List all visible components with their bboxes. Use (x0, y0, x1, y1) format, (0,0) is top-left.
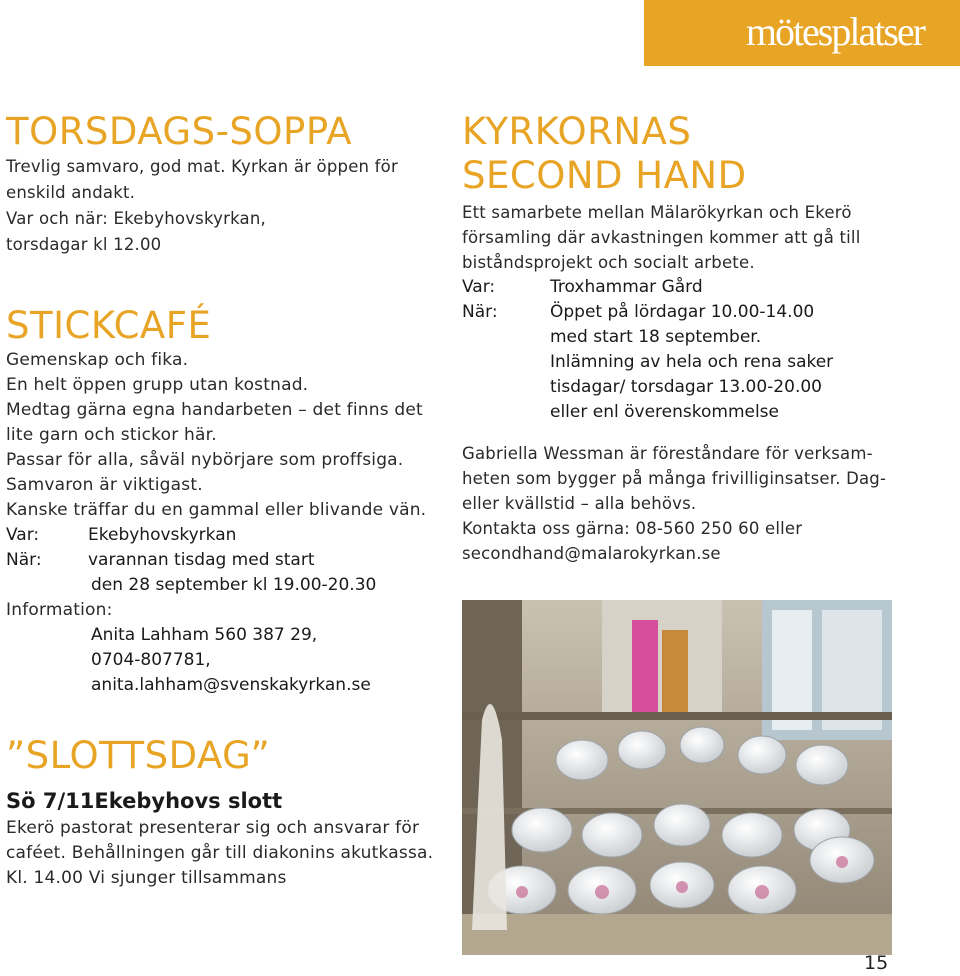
text-line: församling där avkastningen kommer att gå till (462, 228, 861, 247)
page-number: 15 (864, 952, 889, 974)
torsdags-soppa-body (6, 154, 446, 258)
text-line: heten som bygger på många frivilliginsatser. Dag- (462, 469, 887, 488)
var-label: Var: (462, 277, 496, 297)
nar-line: eller enl överenskommelse (550, 402, 780, 422)
text-line: Gabriella Wessman är föreståndare för verksam- (462, 444, 873, 463)
text-line: Passar för alla, såväl nybörjare som proffsiga. (6, 450, 404, 470)
text-line: Kl. 14.00 Vi sjunger tillsammans (6, 868, 287, 888)
text-line: Kanske träffar du en gammal eller blivande vän. (6, 500, 427, 520)
second-hand-heading-1: KYRKORNAS (462, 110, 692, 153)
text-line: Kontakta oss gärna: 08-560 250 60 eller (462, 519, 803, 538)
right-column (462, 110, 952, 566)
second-hand-heading-2: SECOND HAND (462, 154, 747, 197)
torsdags-soppa-heading: TORSDAGS-SOPPA (6, 110, 353, 153)
text-line: Samvaron är viktigast. (6, 475, 203, 495)
stickcafe-section (6, 304, 446, 698)
var-value: Troxhammar Gård (550, 277, 703, 297)
text-line: Gemenskap och fika. (6, 350, 189, 370)
text-line: caféet. Behållningen går till diakonins akutkassa. (6, 843, 434, 863)
section-title: mötesplatser (745, 9, 924, 54)
section-header-tab (644, 0, 960, 66)
text-line: lite garn och stickor här. (6, 425, 217, 445)
slottsdag-subheading: Sö 7/11Ekebyhovs slott (6, 789, 283, 813)
info-line: 0704-807781, (91, 650, 211, 670)
left-column (6, 110, 446, 891)
slottsdag-section (6, 734, 446, 891)
second-hand-contact (462, 441, 952, 566)
text-line: Ekerö pastorat presenterar sig och ansvarar för (6, 818, 420, 838)
nar-label: När: (6, 550, 42, 570)
text-line: En helt öppen grupp utan kostnad. (6, 375, 309, 395)
info-line: Anita Lahham 560 387 29, (91, 625, 318, 645)
stickcafe-var-row (6, 523, 446, 548)
torsdags-soppa-section (6, 110, 446, 258)
var-label: Var: (6, 525, 40, 545)
porcelain-shelf-photo (462, 600, 892, 955)
text-line: Medtag gärna egna handarbeten – det finns det (6, 400, 423, 420)
info-label: Information: (6, 600, 113, 620)
slottsdag-body (6, 816, 446, 891)
text-line: Trevlig samvaro, god mat. Kyrkan är öppen för (6, 157, 398, 176)
nar-value: varannan tisdag med start (88, 550, 315, 570)
stickcafe-nar-row (6, 548, 446, 573)
stickcafe-body (6, 348, 446, 523)
slottsdag-heading: ”SLOTTSDAG” (6, 734, 271, 777)
text-line: Ett samarbete mellan Mälarökyrkan och Ekerö (462, 203, 852, 222)
second-hand-section (462, 110, 952, 566)
stickcafe-heading: STICKCAFÉ (6, 304, 212, 347)
nar-line: med start 18 september. (550, 327, 762, 347)
second-hand-nar-row (462, 300, 952, 325)
nar-value: Öppet på lördagar 10.00-14.00 (550, 302, 815, 322)
nar-line: tisdagar/ torsdagar 13.00-20.00 (550, 377, 822, 397)
porcelain-shelf-illustration (462, 600, 892, 955)
nar-label: När: (462, 302, 498, 322)
text-line: Var och när: Ekebyhovskyrkan, (6, 209, 266, 228)
second-hand-intro (462, 200, 952, 275)
var-value: Ekebyhovskyrkan (88, 525, 237, 545)
second-hand-var-row (462, 275, 952, 300)
nar-value-cont: den 28 september kl 19.00-20.30 (91, 575, 377, 595)
text-line: torsdagar kl 12.00 (6, 235, 162, 254)
nar-line: Inlämning av hela och rena saker (550, 352, 834, 372)
text-line: biståndsprojekt och socialt arbete. (462, 253, 755, 272)
text-line: eller kvällstid – alla behövs. (462, 494, 697, 513)
contact-email: secondhand@malarokyrkan.se (462, 544, 721, 563)
text-line: enskild andakt. (6, 183, 136, 202)
info-email: anita.lahham@svenskakyrkan.se (91, 675, 371, 695)
